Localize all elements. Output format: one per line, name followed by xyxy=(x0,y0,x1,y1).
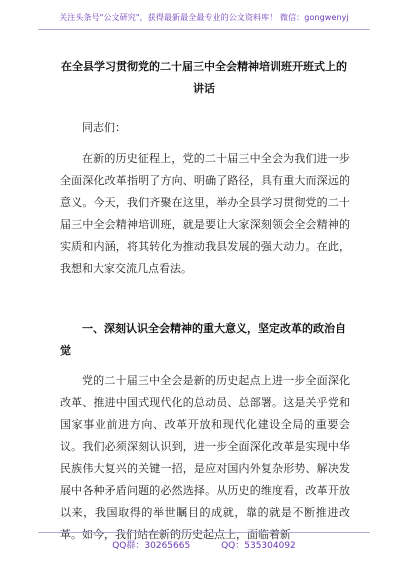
footer-qq-contact: QQ：535304092 xyxy=(221,541,296,551)
footer-qq-group: QQ群：30265665 xyxy=(112,541,191,551)
section-paragraph: 党的二十届三中全会是新的历史起点上进一步全面深化改革、推进中国式现代化的总动员、总部署。这是关乎党和国家事业前进方向、改革开放和现代化建设全局的重要会议。我们必须深刻认识到，进一步全面深化改革是实现中华民族伟大复兴的关键一招，是应对国内外复杂形势、解决发展中各种矛盾问题的必然选择。从历史的维度看，改革开放以来，我国取得的举世瞩目的成就，靠的就是不断推进改革。如今，我们站在新的历史起点上，面临着新 xyxy=(60,374,350,541)
page-header xyxy=(0,0,408,36)
page-footer xyxy=(0,538,408,551)
footer-divider xyxy=(38,532,370,533)
salutation: 同志们： xyxy=(82,121,126,134)
header-promo-text: 关注头条号"公文研究"，获得最新最全最专业的公文资料库！ 微信：gongwenyj xyxy=(59,13,349,22)
document-title: 在全县学习贯彻党的二十届三中全会精神培训班开班式上的讲话 xyxy=(61,60,347,95)
header-divider xyxy=(38,29,370,30)
intro-paragraph: 在新的历史征程上，党的二十届三中全会为我们进一步全面深化改革指明了方向、明确了路径，具有重大而深远的意义。今天，我们齐聚在这里，举办全县学习贯彻党的二十届三中全会精神培训班，就是要让大家深刻领会全会精神的实质和内涵，将其转化为推动我县发展的强大动力。在此，我想和大家交流几点看法。 xyxy=(60,152,350,275)
section-heading: 一、深刻认识全会精神的重大意义，坚定改革的政治自觉 xyxy=(60,322,346,357)
